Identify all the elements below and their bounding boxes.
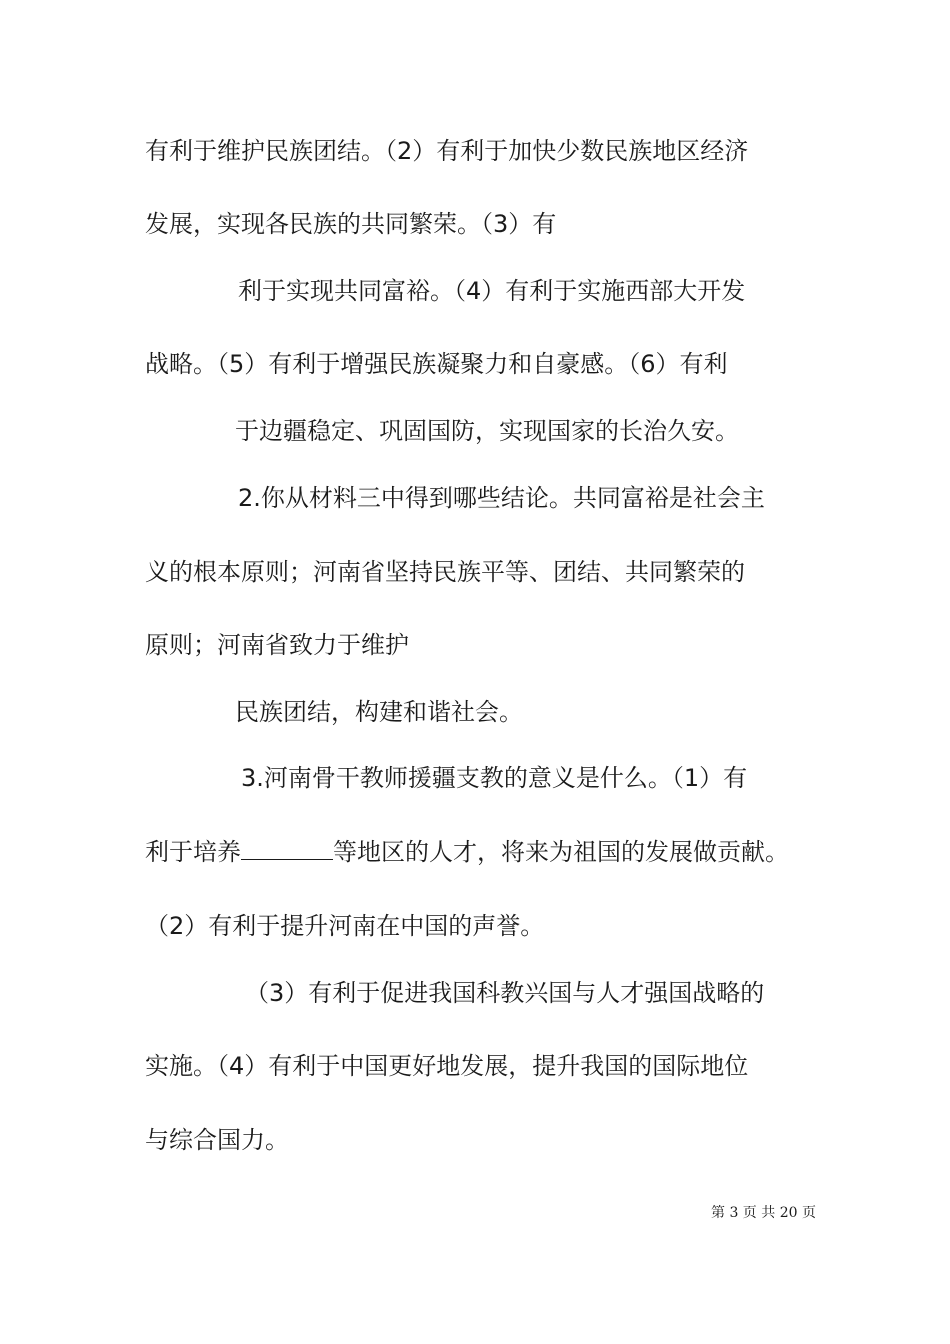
text-line-6: 2.你从材料三中得到哪些结论。共同富裕是社会主 [238,484,765,512]
line-11-end: 等地区的人才，将来为祖国的发展做贡献。 [333,838,789,866]
text-line-3: 利于实现共同富裕。（4）有利于实施西部大开发 [238,277,746,305]
text-line-11 [145,837,789,867]
text-line-4: 战略。（5）有利于增强民族凝聚力和自豪感。（6）有利 [145,350,728,378]
fill-in-blank [241,837,333,860]
text-line-15: 与综合国力。 [145,1126,289,1154]
text-line-5: 于边疆稳定、巩固国防，实现国家的长治久安。 [235,417,739,445]
text-line-12: （2）有利于提升河南在中国的声誉。 [145,912,545,940]
text-line-14: 实施。（4）有利于中国更好地发展，提升我国的国际地位 [145,1052,749,1080]
text-line-13: （3）有利于促进我国科教兴国与人才强国战略的 [245,979,765,1007]
page-number: 第 3 页 共 20 页 [711,1205,816,1221]
text-line-7: 义的根本原则；河南省坚持民族平等、团结、共同繁荣的 [145,558,745,586]
text-line-10: 3.河南骨干教师援疆支教的意义是什么。（1）有 [241,764,748,792]
text-line-1: 有利于维护民族团结。（2）有利于加快少数民族地区经济 [145,137,749,165]
text-line-9: 民族团结，构建和谐社会。 [235,698,523,726]
text-line-2: 发展，实现各民族的共同繁荣。（3）有 [145,210,557,238]
text-line-8: 原则；河南省致力于维护 [145,631,409,659]
line-11-start: 利于培养 [145,838,241,866]
